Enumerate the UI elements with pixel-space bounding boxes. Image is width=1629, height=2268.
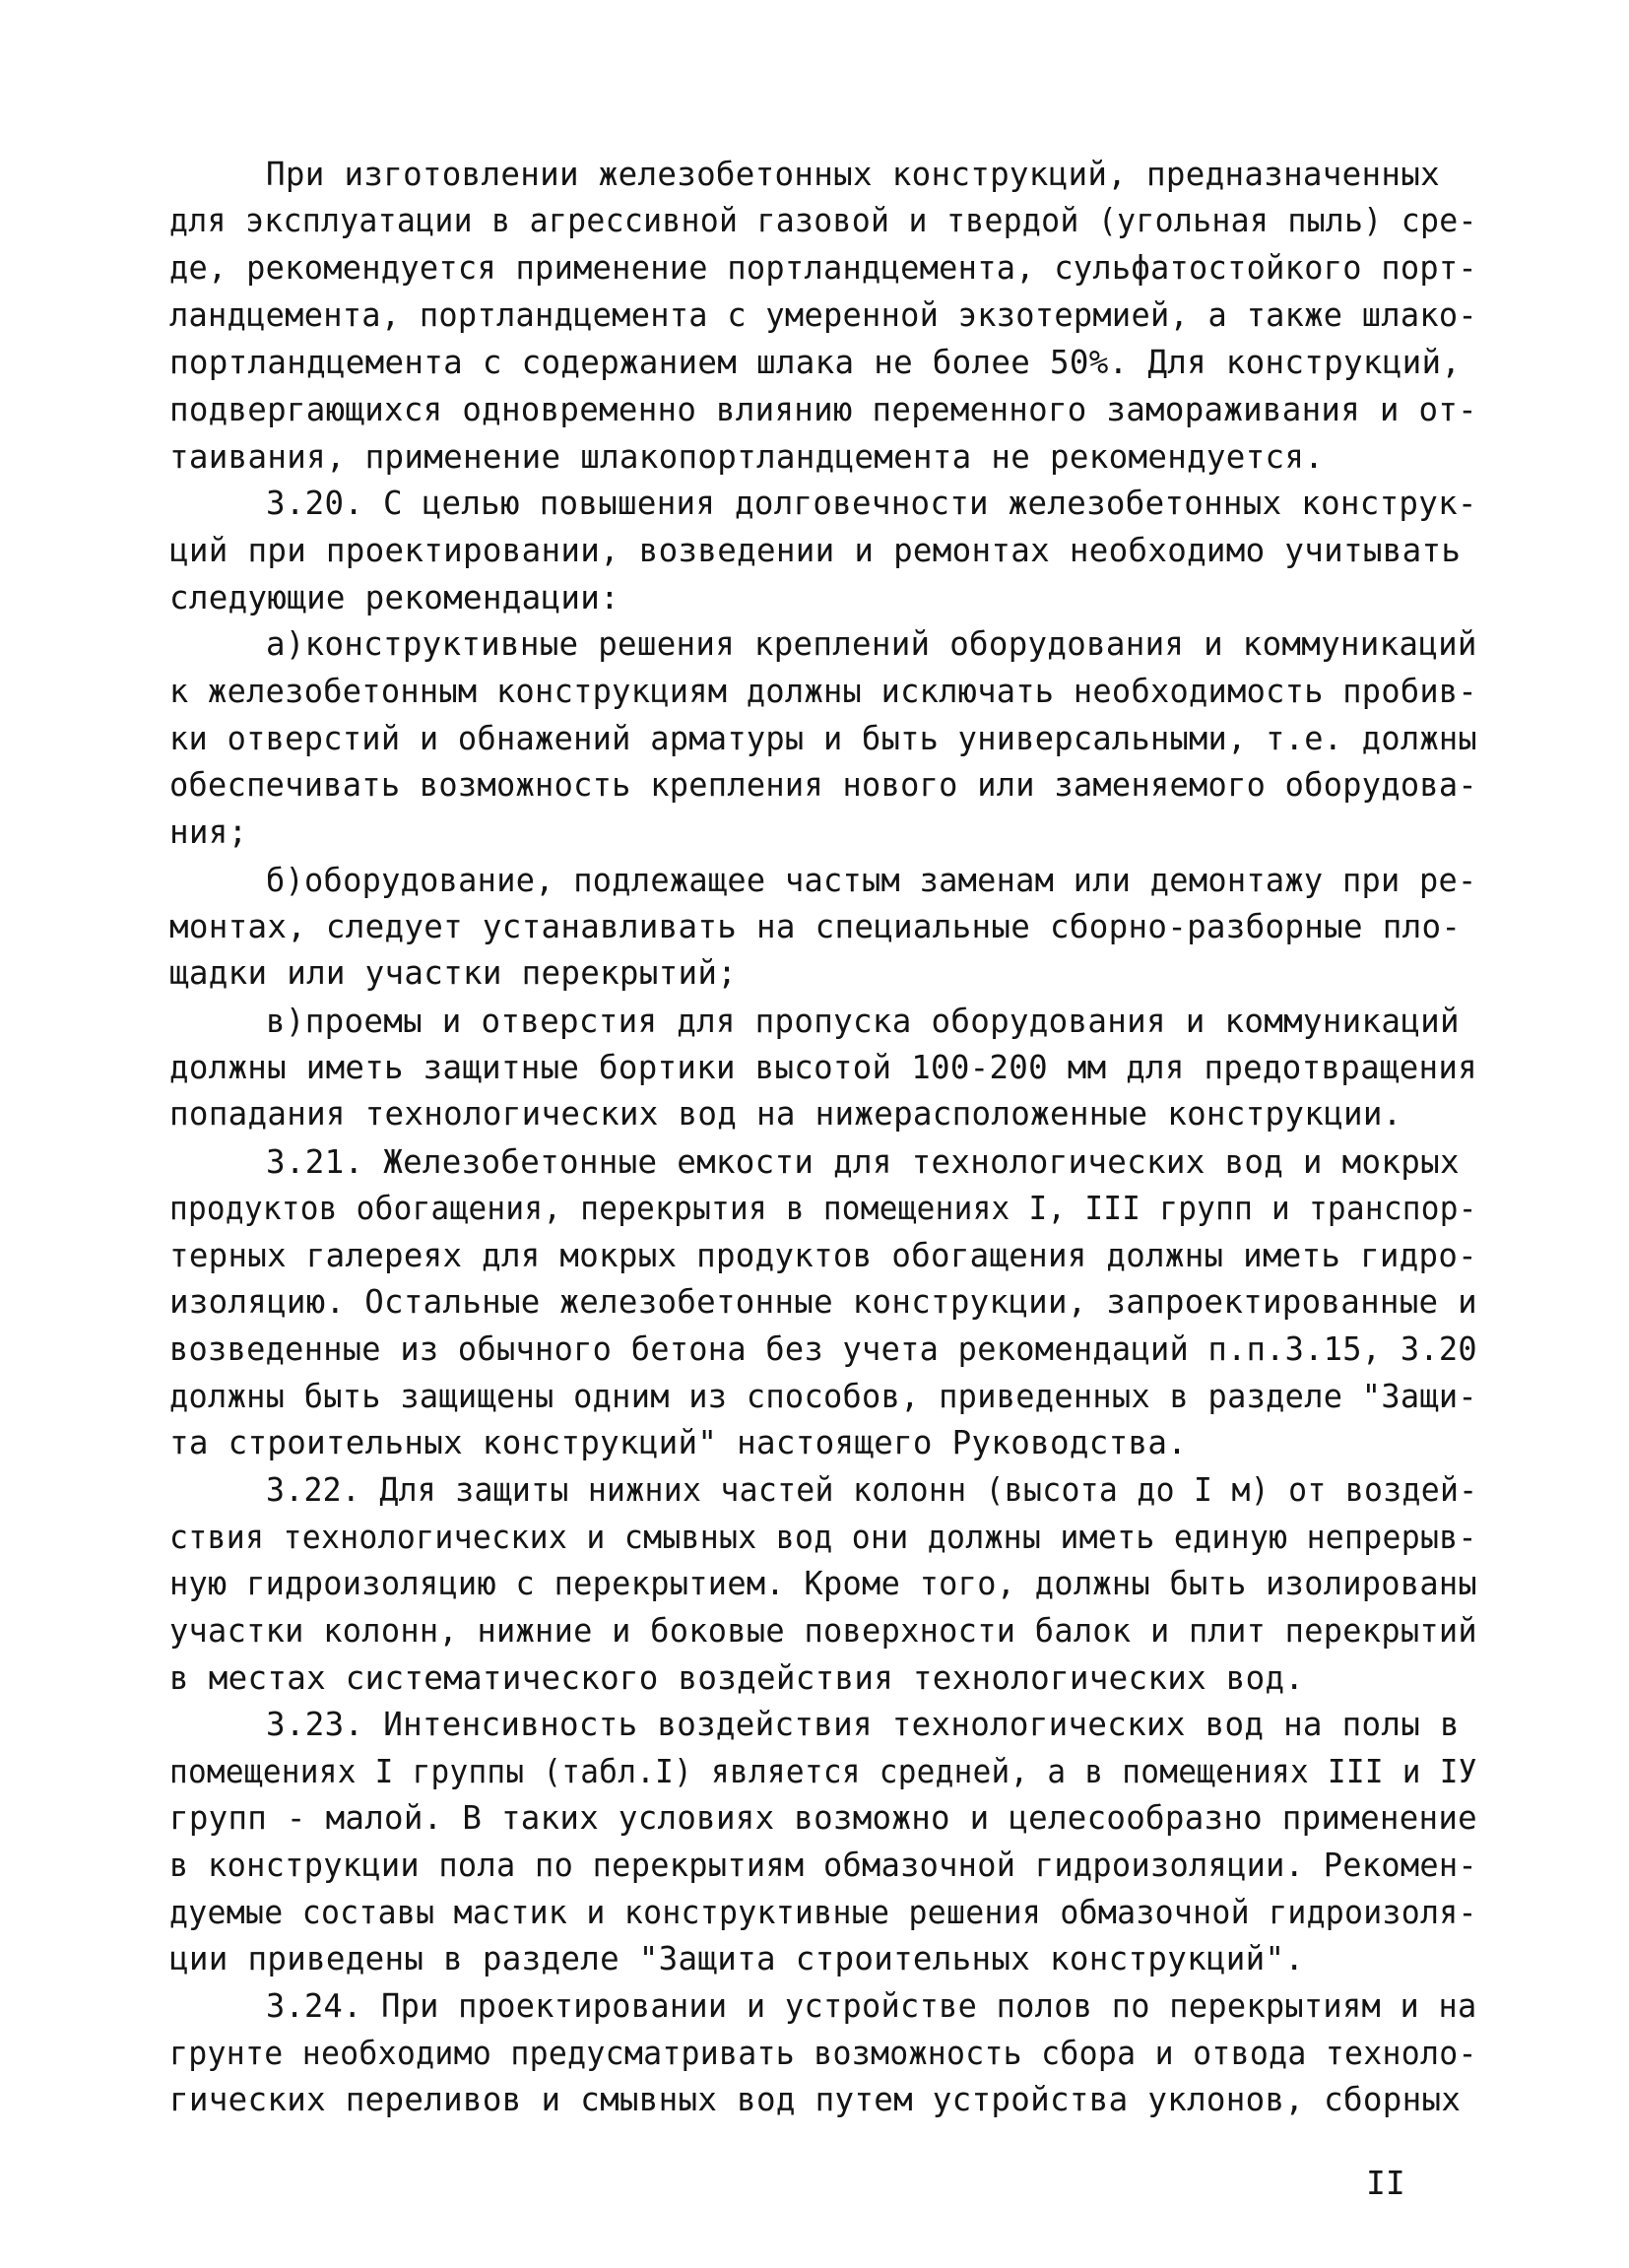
- text-line: в местах систематического воздействия технологических вод.: [169, 1659, 1305, 1697]
- text-line: ния;: [169, 813, 248, 851]
- text-line: ную гидроизоляцию с перекрытием. Кроме того, должны быть изолированы: [169, 1565, 1477, 1602]
- text-line: следующие рекомендации:: [169, 579, 619, 616]
- text-line: терных галереях для мокрых продуктов обогащения должны иметь гидро-: [169, 1237, 1478, 1274]
- text-line: таивания, применение шлакопортландцемента не рекомендуется.: [169, 438, 1325, 476]
- text-line: 3.22. Для защиты нижних частей колонн (высота до I м) от воздей-: [266, 1471, 1478, 1509]
- text-line: гических переливов и смывных вод путем устройства уклонов, сборных: [169, 2081, 1462, 2118]
- text-line: участки колонн, нижние и боковые поверхности балок и плит перекрытий: [169, 1612, 1477, 1650]
- text-line: дуемые составы мастик и конструктивные решения обмазочной гидроизоля-: [169, 1894, 1477, 1931]
- text-line: продуктов обогащения, перекрытия в помещениях I, III групп и транспор-: [169, 1190, 1477, 1227]
- text-line: должны быть защищены одним из способов, приведенных в разделе "Защи-: [169, 1378, 1477, 1415]
- text-line: для эксплуатации в агрессивной газовой и твердой (угольная пыль) сре-: [169, 202, 1477, 239]
- text-line: портландцемента с содержанием шлака не более 50%. Для конструкций,: [169, 344, 1462, 381]
- text-line: грунте необходимо предусматривать возможность сбора и отвода техноло-: [169, 2035, 1477, 2072]
- text-line: обеспечивать возможность крепления нового или заменяемого оборудова-: [169, 766, 1477, 804]
- text-line: помещениях I группы (табл.I) является средней, а в помещениях III и IУ: [169, 1753, 1477, 1790]
- text-line: монтах, следует устанавливать на специальные сборно-разборные пло-: [169, 908, 1462, 945]
- page-number: II: [1366, 2164, 1405, 2202]
- text-line: подвергающихся одновременно влиянию переменного замораживания и от-: [169, 391, 1478, 428]
- text-line: попадания технологических вод на нижерасположенные конструкции.: [169, 1095, 1402, 1133]
- text-line: ландцемента, портландцемента с умеренной экзотермией, а также шлако-: [169, 296, 1477, 334]
- text-line: щадки или участки перекрытий;: [169, 954, 738, 992]
- text-line: При изготовлении железобетонных конструкций, предназначенных: [266, 156, 1440, 193]
- text-line: ций при проектировании, возведении и ремонтах необходимо учитывать: [169, 532, 1462, 569]
- text-line: в)проемы и отверстия для пропуска оборудования и коммуникаций: [266, 1003, 1460, 1040]
- text-line: б)оборудование, подлежащее частым заменам или демонтажу при ре-: [266, 862, 1477, 899]
- text-line: групп - малой. В таких условиях возможно и целесообразно применение: [169, 1799, 1478, 1837]
- text-line: 3.23. Интенсивность воздействия технологических вод на полы в: [266, 1706, 1460, 1743]
- text-line: должны иметь защитные бортики высотой 100-200 мм для предотвращения: [169, 1049, 1478, 1086]
- text-line: 3.24. При проектировании и устройстве полов по перекрытиям и на: [266, 1987, 1477, 2025]
- text-line: та строительных конструкций" настоящего Руководства.: [169, 1424, 1188, 1461]
- text-line: де, рекомендуется применение портландцемента, сульфатостойкого порт-: [169, 249, 1477, 287]
- text-line: изоляцию. Остальные железобетонные конструкции, запроектированные и: [169, 1283, 1478, 1321]
- text-line: 3.20. С целью повышения долговечности железобетонных конструк-: [266, 485, 1477, 522]
- text-line: в конструкции пола по перекрытиям обмазочной гидроизоляции. Рекомен-: [169, 1847, 1477, 1884]
- text-line: ствия технологических и смывных вод они должны иметь единую непрерыв-: [169, 1519, 1477, 1556]
- text-line: возведенные из обычного бетона без учета рекомендаций п.п.3.15, 3.20: [169, 1330, 1477, 1368]
- text-line: ки отверстий и обнажений арматуры и быть универсальными, т.е. должны: [169, 720, 1477, 757]
- text-line: ции приведены в разделе "Защита строительных конструкций".: [169, 1940, 1305, 1977]
- text-line: к железобетонным конструкциям должны исключать необходимость пробив-: [169, 673, 1477, 710]
- text-line: 3.21. Железобетонные емкости для технологических вод и мокрых: [266, 1143, 1460, 1181]
- text-line: а)конструктивные решения креплений оборудования и коммуникаций: [266, 625, 1477, 663]
